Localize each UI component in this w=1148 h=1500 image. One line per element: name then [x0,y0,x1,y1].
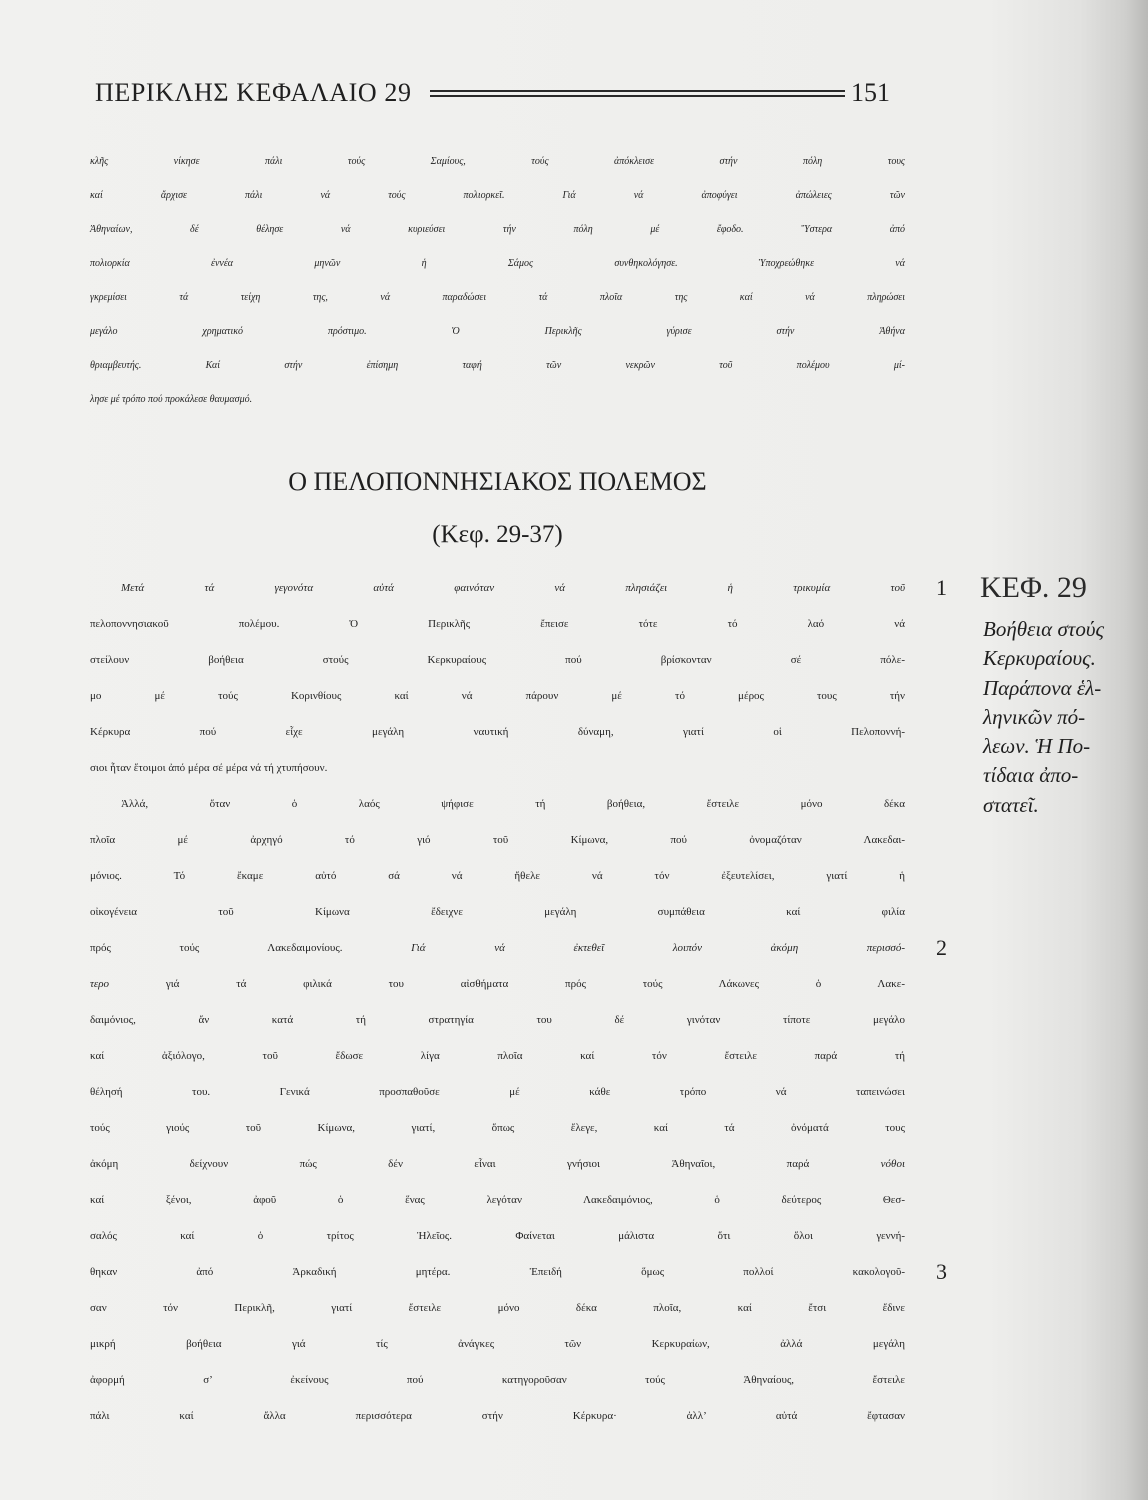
body-line: δαιμόνιος, ἄν κατά τή στρατηγία του δέ γινόταν τίποτε μεγάλο [90,1014,905,1026]
header-rule [430,90,845,97]
body-line: μο μέ τούς Κορινθίους καί νά πάρουν μέ τό μέρος τους τήν [90,690,905,702]
margin-note-line: Παράπονα ἑλ- [983,675,1102,700]
intro-line: γκρεμίσει τά τείχη της, νά παραδώσει τά πλοῖα της καί νά πληρώσει [90,292,905,303]
margin-note-line: λεων. Ἡ Πο- [983,734,1091,759]
body-line: Ἀλλά, ὅταν ὁ λαός ψήφισε τή βοήθεια, ἔστειλε μόνο δέκα [121,798,905,810]
margin-note-line: Κερκυραίους. [983,646,1096,671]
body-line [90,1146,905,1182]
body-line: ἀφορμή σ’ ἐκείνους πού κατηγοροῦσαν τούς Ἀθηναίους, ἔστειλε [90,1374,905,1386]
intro-line: καί ἄρχισε πάλι νά τούς πολιορκεῖ. Γιά νά ἀποφύγει ἀπώλειες τῶν [90,190,905,201]
body-line: Μετά τά γεγονότα αὐτά φαινόταν νά πλησιάζει ἡ τρικυμία τοῦ [121,582,905,594]
body-line: καί ἀξιόλογο, τοῦ ἔδωσε λίγα πλοῖα καί τόν ἔστειλε παρά τή [90,1050,905,1062]
body-line: στείλουν βοήθεια στούς Κερκυραίους πού βρίσκονταν σέ πόλε- [90,654,905,666]
body-line: θηκαν ἀπό Ἀρκαδική μητέρα. Ἐπειδή ὅμως πολλοί κακολογοῦ- [90,1266,905,1278]
margin-note-line: ληνικῶν πό- [983,704,1086,729]
body-line [90,966,905,1002]
body-line: σαλός καί ὁ τρίτος Ἠλεῖος. Φαίνεται μάλιστα ὅτι ὅλοι γεννή- [90,1230,905,1242]
chapter-label: ΚΕΦ. 29 [980,571,1087,604]
section-marker: 3 [936,1259,947,1284]
section-title: Ο ΠΕΛΟΠΟΝΝΗΣΙΑΚΟΣ ΠΟΛΕΜΟΣ [288,467,707,496]
body-line: τούς γιούς τοῦ Κίμωνα, γιατί, ὅπως ἔλεγε, καί τά ὀνόματά τους [90,1122,905,1134]
body-line-italic: τερο [90,978,110,990]
page-number: 151 [851,78,890,107]
body-line: πάλι καί ἄλλα περισσότερα στήν Κέρκυρα· ἀλλ’ αὐτά ἔφτασαν [90,1410,905,1422]
body-line: πελοποννησιακοῦ πολέμου. Ὁ Περικλῆς ἔπεισε τότε τό λαό νά [90,618,905,630]
body-line-roman: πρός τούς Λακεδαιμονίους. [90,942,412,954]
body-line-roman: γιά τά φιλικά του αἰσθήματα πρός τούς Λάκωνες ὁ Λακε- [109,978,905,990]
body-line: θέλησή του. Γενικά προσπαθοῦσε μέ κάθε τρόπο νά ταπεινώσει [90,1086,905,1098]
body-line [90,930,905,966]
intro-paragraph [90,145,905,417]
body-line: σιοι ἦταν ἕτοιμοι ἀπό μέρα σέ μέρα νά τή χτυπήσουν. [90,762,328,774]
body-line: μικρή βοήθεια γιά τίς ἀνάγκες τῶν Κερκυραίων, ἀλλά μεγάλη [90,1338,905,1350]
body-line: μόνιος. Τό ἔκαμε αὐτό σά νά ἤθελε νά τόν ἐξευτελίσει, γιατί ἡ [90,870,905,882]
body-line-roman: ἀκόμη δείχνουν πώς δέν εἶναι γνήσιοι Ἀθηναῖοι, παρά [90,1158,881,1170]
body-line: καί ξένοι, ἀφοῦ ὁ ἕνας λεγόταν Λακεδαιμόνιος, ὁ δεύτερος Θεσ- [90,1194,905,1206]
intro-line: κλῆς νίκησε πάλι τούς Σαμίους, τούς ἀπόκλεισε στήν πόλη τους [90,156,905,167]
intro-line: θριαμβευτής. Καί στήν ἐπίσημη ταφή τῶν νεκρῶν τοῦ πολέμου μί- [90,360,905,371]
section-marker: 2 [936,935,947,960]
section-marker: 1 [936,575,947,600]
body-line-italic: Γιά νά ἐκτεθεῖ λοιπόν ἀκόμη περισσό- [411,942,905,954]
intro-line: Ἀθηναίων, δέ θέλησε νά κυριεύσει τήν πόλη μέ ἔφοδο. Ὕστερα ἀπό [90,224,905,235]
body-line: σαν τόν Περικλῆ, γιατί ἔστειλε μόνο δέκα πλοῖα, καί ἔτσι ἔδινε [90,1302,905,1314]
section-subtitle: (Κεφ. 29-37) [432,521,563,548]
body-line-italic: νόθοι [880,1158,905,1170]
body-line: οἰκογένεια τοῦ Κίμωνα ἔδειχνε μεγάλη συμπάθεια καί φιλία [90,906,905,918]
running-title: ΠΕΡΙΚΛΗΣ ΚΕΦΑΛΑΙΟ 29 [95,78,412,107]
intro-line: λησε μέ τρόπο πού προκάλεσε θαυμασμό. [90,394,253,405]
margin-note [983,615,1133,820]
body-line: Κέρκυρα πού εἶχε μεγάλη ναυτική δύναμη, γιατί οἱ Πελοποννή- [90,726,905,738]
margin-note-line: τίδαια ἀπο- [983,763,1079,788]
body-text [90,570,905,1434]
margin-note-line: Βοήθεια στούς [983,617,1104,641]
intro-line: μεγάλο χρηματικό πρόστιμο. Ὁ Περικλῆς γύρισε στήν Ἀθήνα [90,326,905,337]
body-line: πλοῖα μέ ἀρχηγό τό γιό τοῦ Κίμωνα, πού ὀνομαζόταν Λακεδαι- [90,834,905,846]
margin-note-line: στατεῖ. [983,792,1039,817]
intro-line: πολιορκία ἐννέα μηνῶν ἡ Σάμος συνθηκολόγησε. Ὑποχρεώθηκε νά [90,258,905,269]
